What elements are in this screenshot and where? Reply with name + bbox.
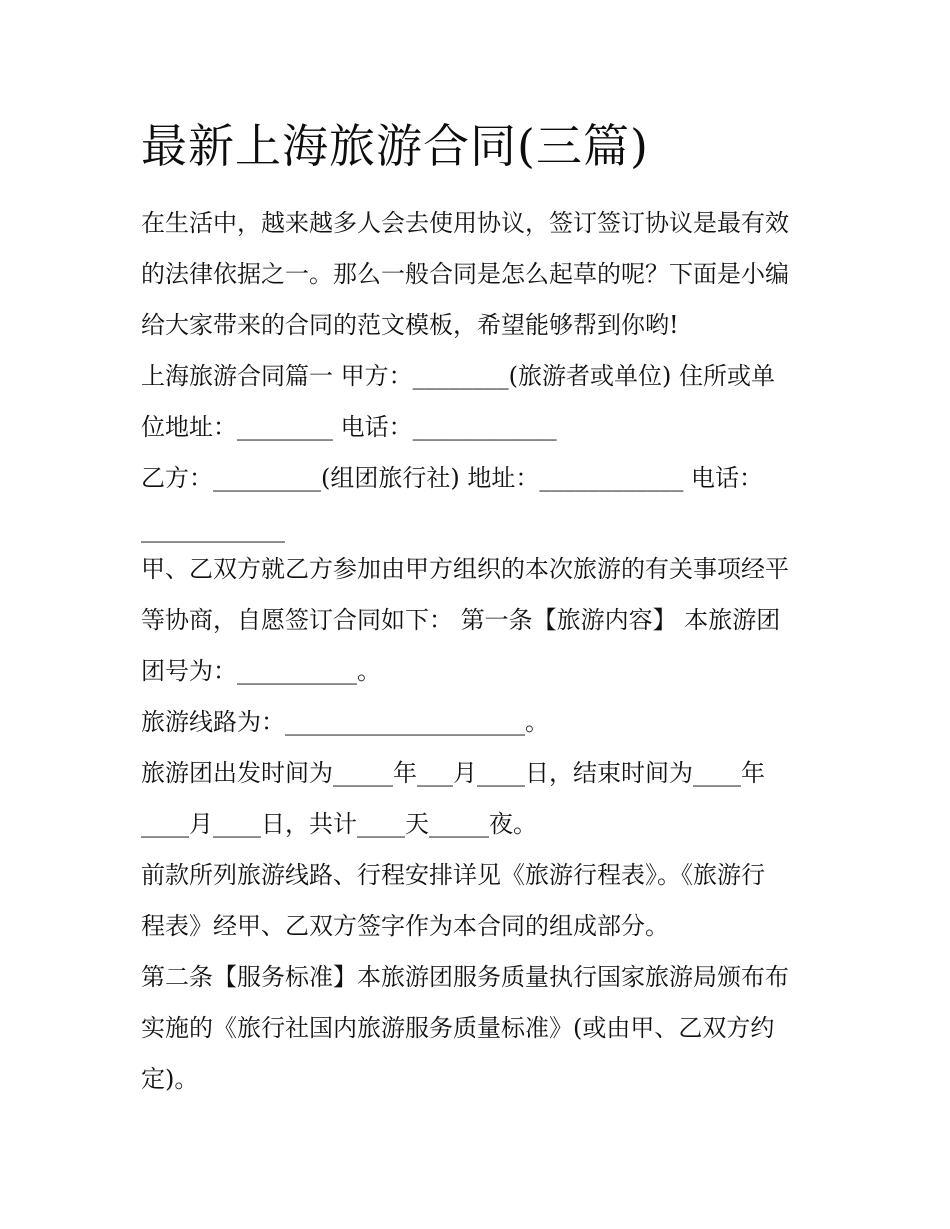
paragraph-line: 位地址：________ 电话：____________ [141,413,557,441]
paragraph-line: 第二条【服务标准】本旅游团服务质量执行国家旅游局颁布布 [141,963,789,991]
paragraph-line: 团号为：__________。 [141,657,381,685]
paragraph-line: 甲、乙双方就乙方参加由甲方组织的本次旅游的有关事项经平 [141,555,789,583]
paragraph-line: ____________ [141,515,285,543]
paragraph-line: 乙方：_________(组团旅行社) 地址：____________ 电话： [141,464,763,492]
paragraph-line: 旅游团出发时间为_____年___月____日，结束时间为____年 [141,759,765,787]
paragraph-line: 的法律依据之一。那么一般合同是怎么起草的呢？下面是小编 [141,260,789,288]
paragraph-line: 上海旅游合同篇一 甲方：________(旅游者或单位) 住所或单 [141,362,775,390]
document-title: 最新上海旅游合同(三篇) [141,119,649,173]
paragraph-line: 旅游线路为：____________________。 [141,708,549,736]
paragraph-line: 前款所列旅游线路、行程安排详见《旅游行程表》。《旅游行 [141,861,765,889]
paragraph-line: 程表》经甲、乙双方签字作为本合同的组成部分。 [141,912,669,940]
paragraph-line: 在生活中，越来越多人会去使用协议，签订签订协议是最有效 [141,209,789,237]
paragraph-line: 定)。 [141,1065,199,1093]
paragraph-line: ____月____日，共计____天_____夜。 [141,810,537,838]
paragraph-line: 给大家带来的合同的范文模板，希望能够帮到你哟! [141,311,679,339]
paragraph-line: 实施的《旅行社国内旅游服务质量标准》(或由甲、乙双方约 [141,1014,775,1042]
paragraph-line: 等协商，自愿签订合同如下： 第一条【旅游内容】 本旅游团 [141,606,781,634]
